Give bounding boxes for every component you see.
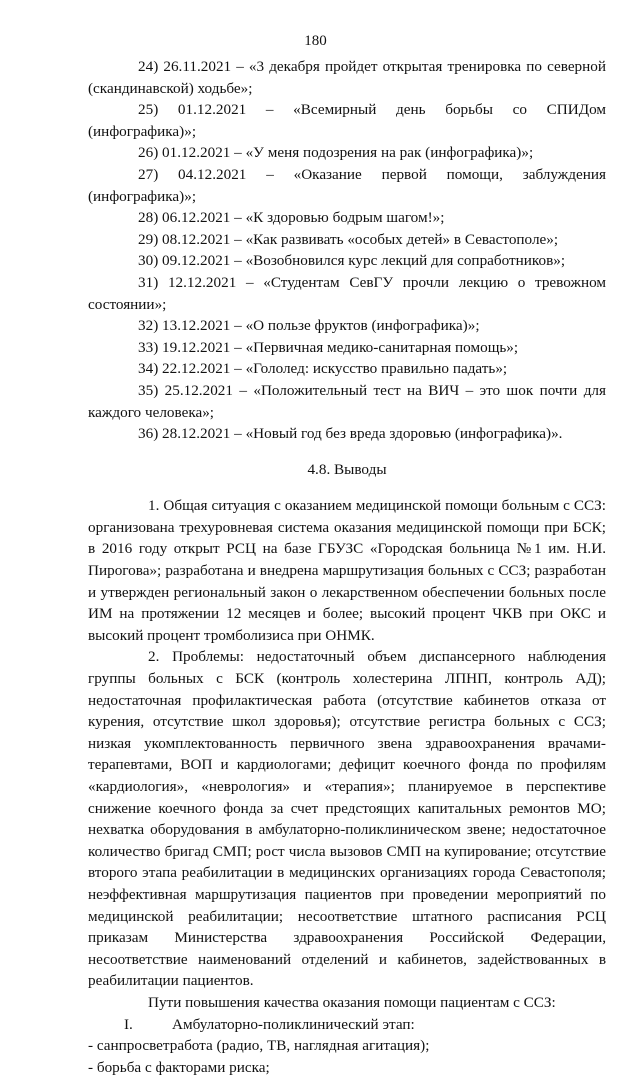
- events-list: [88, 56, 606, 445]
- stage-label: Амбулаторно-поликлинический этап:: [172, 1015, 415, 1033]
- list-item: 30) 09.12.2021 – «Возобновился курс лекций для сопработников»;: [138, 252, 566, 270]
- list-item: 33) 19.12.2021 – «Первичная медико-санитарная помощь»;: [138, 338, 519, 356]
- conclusion-paragraph: 1. Общая ситуация с оказанием медицинской помощи больным с ССЗ: организована трехуровневая система оказания медицинской помощи при БСК; в 2016 году открыт РСЦ на базе ГБУЗС «Городская больница №1 им. Н.И. Пирогова»; разработана и внедрена маршрутизация больных с ССЗ; разработан и утвержден региональный закон о лекарственном обеспечении больных после ИМ на протяжении 12 месяцев и более; высокий процент ЧКВ при ОКС и высокий процент тромболизиса при ОНМК.: [88, 497, 606, 644]
- list-item: 36) 28.12.2021 – «Новый год без вреда здоровью (инфографика)».: [138, 425, 563, 443]
- list-item: 24) 26.11.2021 – «3 декабря пройдет открытая тренировка по северной (скандинавской) ходьбе»;: [88, 58, 606, 97]
- ways-intro: Пути повышения качества оказания помощи пациентам с ССЗ:: [148, 993, 556, 1011]
- list-item: 26) 01.12.2021 – «У меня подозрения на рак (инфографика)»;: [138, 144, 534, 162]
- list-item: 34) 22.12.2021 – «Гололед: искусство правильно падать»;: [138, 360, 508, 378]
- stage-item: - санпросветработа (радио, ТВ, наглядная агитация);: [88, 1037, 430, 1055]
- stage-item: - борьба с факторами риска;: [88, 1058, 270, 1076]
- page-content: [88, 56, 606, 1078]
- list-item: 35) 25.12.2021 – «Положительный тест на ВИЧ – это шок почти для каждого человека»;: [88, 381, 606, 421]
- list-item: 25) 01.12.2021 – «Всемирный день борьбы со СПИДом (инфографика)»;: [88, 101, 606, 140]
- list-item: 29) 08.12.2021 – «Как развивать «особых детей» в Севастополе»;: [138, 230, 559, 248]
- list-item: 32) 13.12.2021 – «О пользе фруктов (инфографика)»;: [138, 317, 480, 335]
- stage-heading: [88, 1014, 606, 1036]
- section-heading: 4.8. Выводы: [307, 460, 387, 478]
- page-number: 180: [304, 33, 327, 49]
- list-item: 27) 04.12.2021 – «Оказание первой помощи, заблуждения (инфографика)»;: [88, 165, 606, 205]
- stage-number: I.: [124, 1015, 133, 1033]
- list-item: 31) 12.12.2021 – «Студентам СевГУ прочли лекцию о тревожном состоянии»;: [88, 273, 606, 313]
- list-item: 28) 06.12.2021 – «К здоровью бодрым шагом!»;: [138, 209, 445, 227]
- conclusion-paragraph: 2. Проблемы: недостаточный объем диспансерного наблюдения группы больных с БСК (контроль холестерина ЛПНП, контроль АД); недостаточная профилактическая работа (отсутствие кабинетов отказа от курения, отсутствие школ здоровья); отсутствие регистра больных с ССЗ; низкая укомплектованность первичного звена здравоохранения врачами-терапевтами, ВОП и кардиологами; дефицит коечного фонда по профилям «кардиология», «неврология» и «терапия»; планируемое в перспективе снижение коечного фонда за счет предстоящих капитальных ремонтов МО; нехватка оборудования в амбулаторно-поликлиническом звене; недостаточное количество бригад СМП; рост числа вызовов СМП на купирование; отсутствие второго этапа реабилитации в медицинских организациях города Севастополя; неэффективная маршрутизация пациентов при проведении мероприятий по медицинской реабилитации; несоответствие штатного расписания РСЦ приказам Министерства здравоохранения Российской Федерации, несоответствие наименований отделений и кабинетов, задействованных в реабилитации пациентов.: [88, 648, 606, 990]
